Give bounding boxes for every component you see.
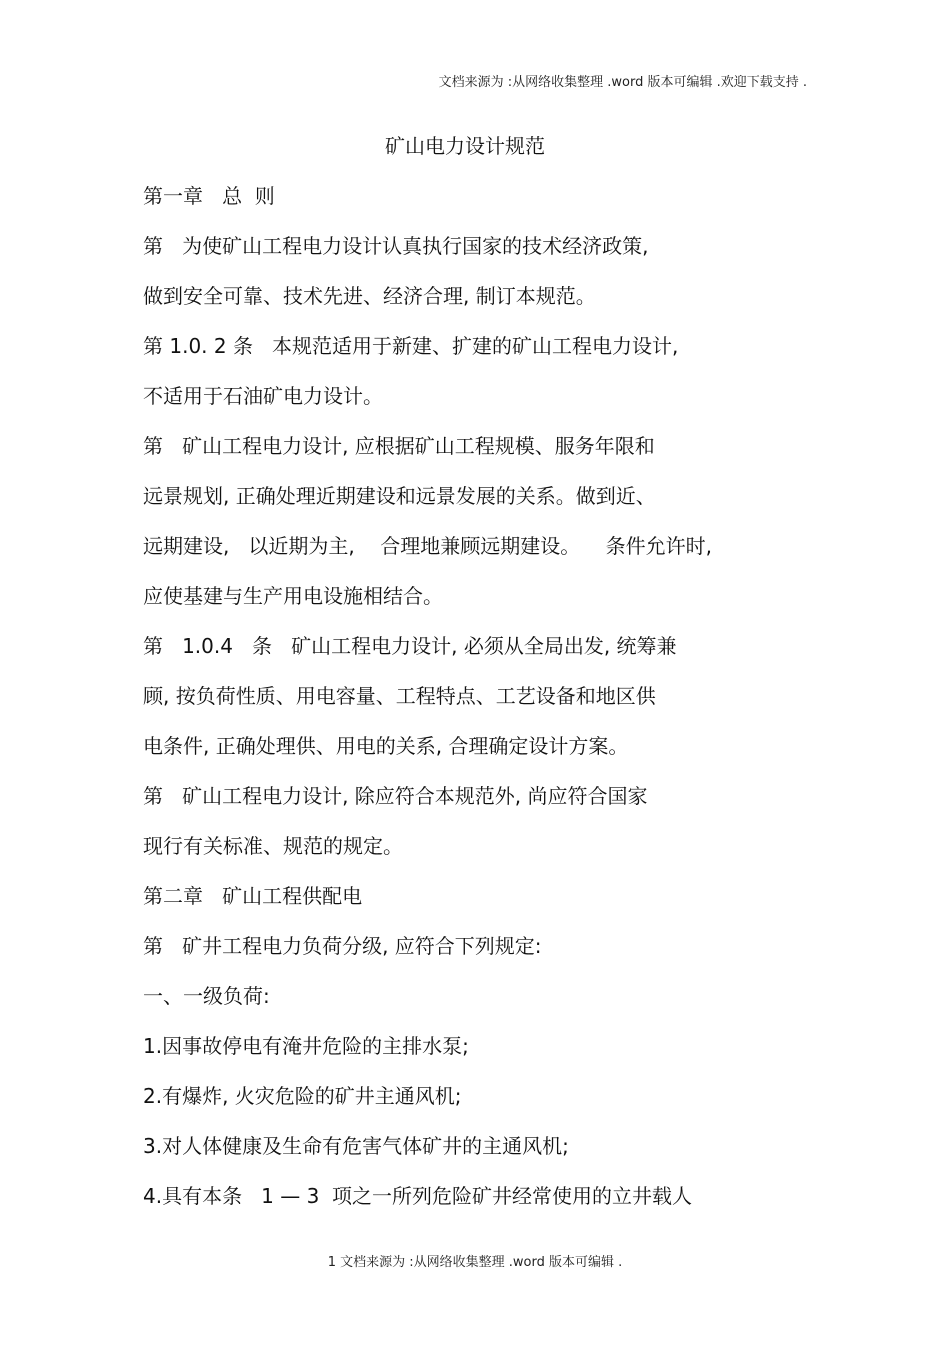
paragraph-line: 远景规划, 正确处理近期建设和远景发展的关系。做到近、 [143, 484, 656, 508]
page-header: 文档来源为 :从网络收集整理 .word 版本可编辑 .欢迎下载支持 . [438, 75, 807, 90]
page-footer: 1 文档来源为 :从网络收集整理 .word 版本可编辑 . [327, 1255, 623, 1270]
paragraph-line: 第 为使矿山工程电力设计认真执行国家的技术经济政策, [143, 234, 649, 258]
list-item: 2.有爆炸, 火灾危险的矿井主通风机; [143, 1084, 462, 1108]
paragraph-line: 电条件, 正确处理供、用电的关系, 合理确定设计方案。 [143, 734, 629, 758]
document-body [143, 178, 823, 1228]
chapter-heading: 第一章 总 则 [143, 184, 275, 208]
list-heading: 一、一级负荷: [143, 984, 270, 1008]
chapter-heading: 第二章 矿山工程供配电 [143, 884, 363, 908]
list-item: 1.因事故停电有淹井危险的主排水泵; [143, 1034, 469, 1058]
paragraph-line: 第 矿山工程电力设计, 应根据矿山工程规模、服务年限和 [143, 434, 655, 458]
list-item: 3.对人体健康及生命有危害气体矿井的主通风机; [143, 1134, 569, 1158]
paragraph-line: 第 1.0. 2 条 本规范适用于新建、扩建的矿山工程电力设计, [143, 334, 679, 358]
paragraph-line: 第 1.0.4 条 矿山工程电力设计, 必须从全局出发, 统筹兼 [143, 634, 677, 658]
paragraph-line: 第 矿山工程电力设计, 除应符合本规范外, 尚应符合国家 [143, 784, 648, 808]
list-item: 4.具有本条 1 — 3 项之一所列危险矿井经常使用的立井载人 [143, 1184, 693, 1208]
paragraph-line: 现行有关标准、规范的规定。 [143, 834, 403, 858]
document-title: 矿山电力设计规范 [385, 134, 545, 158]
paragraph-line: 顾, 按负荷性质、用电容量、工程特点、工艺设备和地区供 [143, 684, 656, 708]
paragraph-line: 应使基建与生产用电设施相结合。 [143, 584, 443, 608]
paragraph-line: 第 矿井工程电力负荷分级, 应符合下列规定: [143, 934, 542, 958]
paragraph-line: 远期建设, 以近期为主, 合理地兼顾远期建设。 条件允许时, [143, 534, 713, 558]
paragraph-line: 做到安全可靠、技术先进、经济合理, 制订本规范。 [143, 284, 596, 308]
paragraph-line: 不适用于石油矿电力设计。 [143, 384, 383, 408]
